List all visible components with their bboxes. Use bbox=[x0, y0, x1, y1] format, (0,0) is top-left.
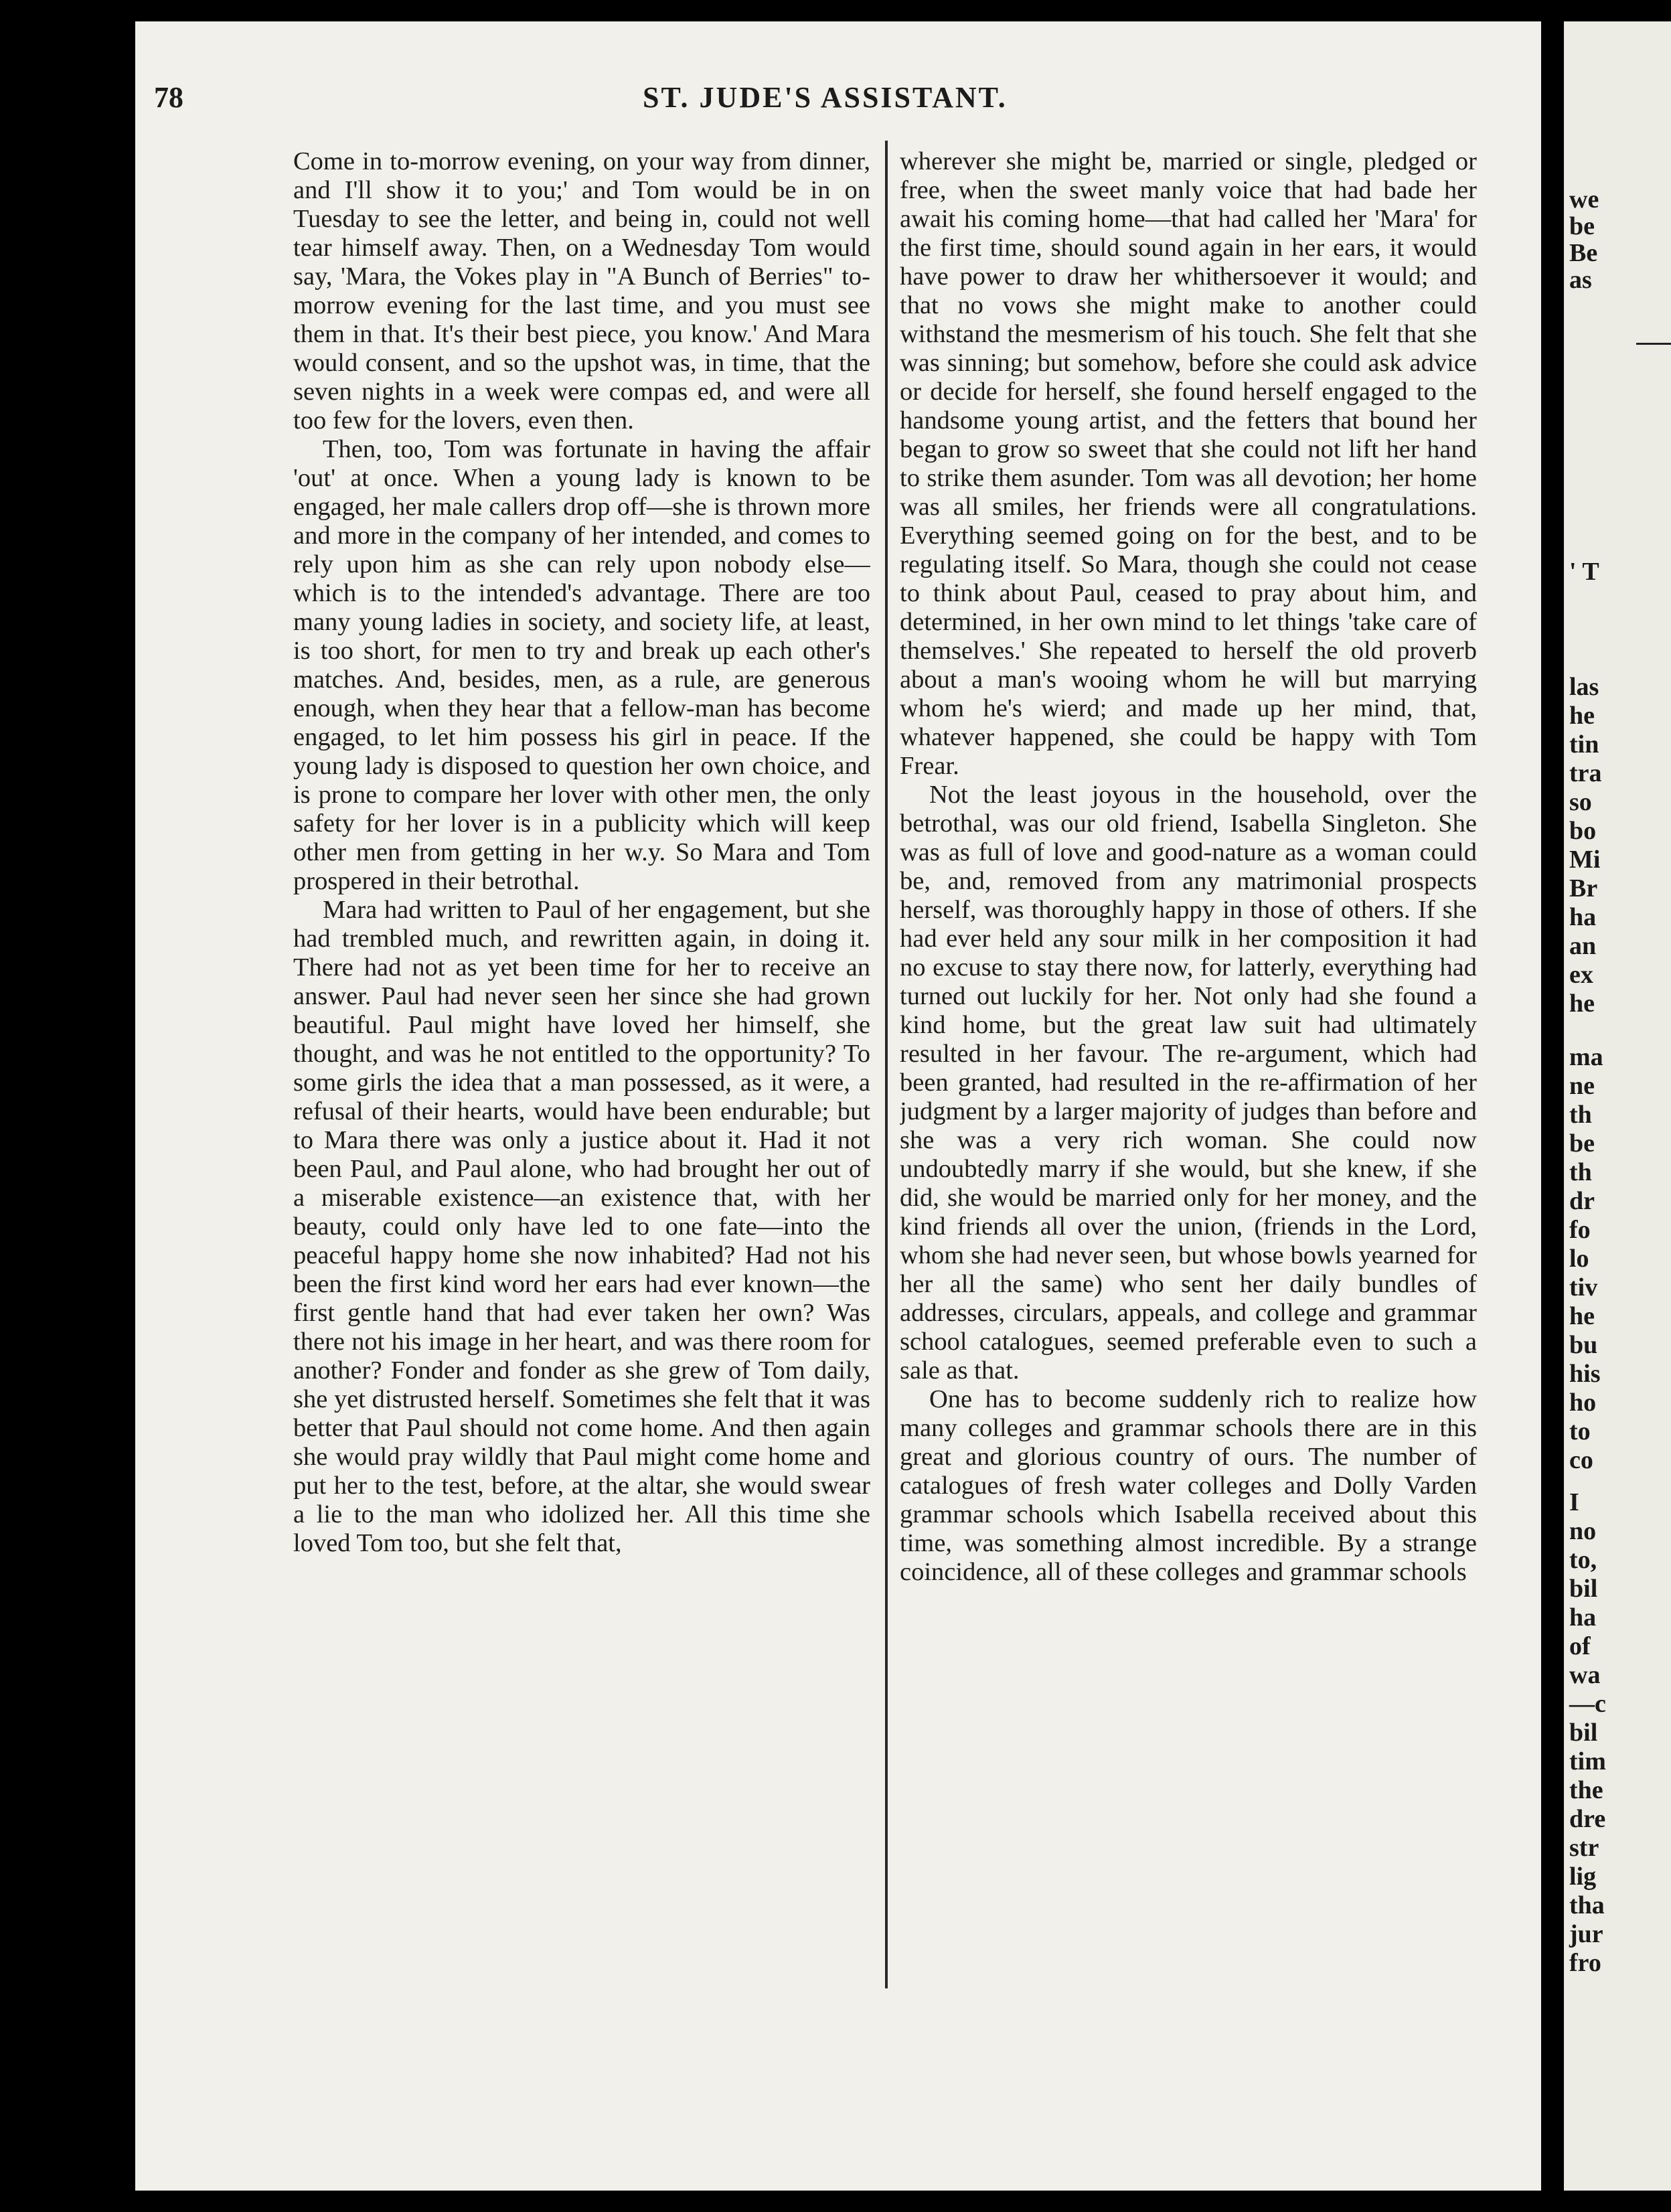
paragraph: Then, too, Tom was fortunate in having the affair 'out' at once. When a young lady is known to be engaged, her male callers drop off—she is thrown more and more in the company of her intended, and comes to rely upon him as she can rely upon nobody else—which is to the intended's advantage. There are too many young ladies in society, and society life, at least, is too short, for men to try and break up each other's matches. And, besides, men, as a rule, are generous enough, when they hear that a fellow-man has become engaged, to let him possess his girl in peace. If the young lady is disposed to question her own choice, and is prone to compare her lover with other men, the only safety for her lover is in a publicity which will keep other men from getting in her w.y. So Mara and Tom prospered in their betrothal. bbox=[293, 435, 870, 895]
running-head bbox=[154, 80, 1466, 121]
adjacent-page-fragment: be bbox=[1569, 212, 1595, 240]
adjacent-page-fragment: th bbox=[1569, 1158, 1592, 1186]
adjacent-page-fragment: fo bbox=[1569, 1216, 1591, 1244]
adjacent-page-fragment: ' T bbox=[1569, 558, 1599, 586]
page-number: 78 bbox=[154, 81, 183, 114]
adjacent-page-fragment: tim bbox=[1569, 1747, 1606, 1775]
adjacent-page-fragment: to bbox=[1569, 1417, 1591, 1445]
adjacent-page-fragment: bil bbox=[1569, 1719, 1598, 1747]
adjacent-page-fragment: bil bbox=[1569, 1575, 1598, 1603]
paragraph: Not the least joyous in the household, over the betrothal, was our old friend, Isabella Singleton. She was as full of love and good-nature as a woman could be, and, removed from any matrimonial prospects herself, was thoroughly happy in those of others. If she had ever held any sour milk in her composition it had no excuse to stay there now, for latterly, everything had turned out luckily for her. Not only had she found a kind home, but the great law suit had ultimately resulted in her favour. The re-argument, which had been granted, had resulted in the re-affirmation of her judgment by a larger majority of judges than before and she was a very rich woman. She could now undoubtedly marry if she would, but she knew, if she did, she would be married only for her money, and the kind friends all over the union, (friends in the Lord, whom she had never seen, but whose bowls yearned for her all the same) who sent her daily bundles of addresses, circulars, appeals, and college and grammar school catalogues, seemed preferable even to such a sale as that. bbox=[900, 781, 1477, 1385]
adjacent-page-fragment: lig bbox=[1569, 1863, 1597, 1891]
adjacent-page-fragment: we bbox=[1569, 185, 1599, 214]
adjacent-page-fragment: Mi bbox=[1569, 846, 1601, 874]
adjacent-page-fragment: bo bbox=[1569, 817, 1597, 845]
adjacent-page-fragment: no bbox=[1569, 1517, 1597, 1545]
adjacent-page-fragment: tin bbox=[1569, 730, 1599, 759]
adjacent-page-fragment: dre bbox=[1569, 1805, 1606, 1833]
adjacent-page-fragment: his bbox=[1569, 1360, 1601, 1388]
adjacent-page-fragment: lo bbox=[1569, 1245, 1589, 1273]
adjacent-page-fragment: he bbox=[1569, 1302, 1595, 1330]
adjacent-page-fragment: tra bbox=[1569, 759, 1602, 787]
adjacent-page-fragment: ho bbox=[1569, 1389, 1597, 1417]
adjacent-page-fragment: Br bbox=[1569, 874, 1598, 902]
adjacent-page-fragment: as bbox=[1569, 266, 1592, 294]
adjacent-page-fragment: I bbox=[1569, 1488, 1579, 1516]
adjacent-page-fragment: th bbox=[1569, 1101, 1592, 1129]
adjacent-page-fragment: jur bbox=[1569, 1920, 1603, 1948]
paragraph: One has to become suddenly rich to realize how many colleges and grammar schools there are in this great and glorious country of ours. The number of catalogues of fresh water colleges and Dolly Varden grammar schools which Isabella received about this time, was something almost incredible. By a strange coincidence, all of these colleges and grammar schools bbox=[900, 1385, 1477, 1586]
adjacent-page-fragment: las bbox=[1569, 673, 1599, 701]
left-column bbox=[293, 147, 870, 2002]
adjacent-page-fragment: ma bbox=[1569, 1043, 1603, 1071]
right-column bbox=[900, 147, 1477, 2002]
page-gutter bbox=[1541, 21, 1564, 2191]
adjacent-page-edge bbox=[1564, 21, 1671, 2191]
adjacent-page-fragment: he bbox=[1569, 702, 1595, 730]
adjacent-page-fragment: be bbox=[1569, 1129, 1595, 1158]
adjacent-page-fragment: an bbox=[1569, 932, 1597, 960]
adjacent-page-fragment: ha bbox=[1569, 903, 1597, 931]
adjacent-page-rule bbox=[1636, 343, 1671, 345]
paragraph: Come in to-morrow evening, on your way from dinner, and I'll show it to you;' and Tom would be in on Tuesday to see the letter, and being in, could not well tear himself away. Then, on a Wednesday Tom would say, 'Mara, the Vokes play in "A Bunch of Berries" to-morrow evening for the last time, and you must see them in that. It's their best piece, you know.' And Mara would consent, and so the upshot was, in time, that the seven nights in a week were compas ed, and were all too few for the lovers, even then. bbox=[293, 147, 870, 434]
column-rule bbox=[885, 141, 888, 1988]
adjacent-page-fragment: ne bbox=[1569, 1072, 1595, 1100]
adjacent-page-fragment: Be bbox=[1569, 239, 1598, 267]
adjacent-page-fragment: ex bbox=[1569, 961, 1593, 989]
publication-title: ST. JUDE'S ASSISTANT. bbox=[643, 81, 1008, 114]
adjacent-page-fragment: he bbox=[1569, 990, 1595, 1018]
adjacent-page-fragment: bu bbox=[1569, 1331, 1598, 1359]
adjacent-page-fragment: wa bbox=[1569, 1661, 1601, 1689]
paragraph: wherever she might be, married or single, pledged or free, when the sweet manly voice that had bade her await his coming home—that had called her 'Mara' for the first time, should sound again in her ears, it would have power to draw her whithersoever it would; and that no vows she might make to another could withstand the mesmerism of his touch. She felt that she was sinning; but somehow, before she could ask advice or decide for herself, she found herself engaged to the handsome young artist, and the fetters that bound her began to grow so sweet that she could not lift her hand to strike them asunder. Tom was all devotion; her home was all smiles, her friends were all congratulations. Everything seemed going on for the best, and to be regulating itself. So Mara, though she could not cease to think about Paul, ceased to pray about him, and determined, in her own mind to let things 'take care of themselves.' She repeated to herself the old proverb about a man's wooing whom he will but marrying whom he's wierd; and made up her mind, that, whatever happened, she could be happy with Tom Frear. bbox=[900, 147, 1477, 780]
adjacent-page-fragment: the bbox=[1569, 1776, 1603, 1804]
adjacent-page-fragment: tiv bbox=[1569, 1273, 1598, 1301]
adjacent-page-fragment: of bbox=[1569, 1632, 1591, 1660]
adjacent-page-fragment: ha bbox=[1569, 1603, 1597, 1632]
adjacent-page-fragment: co bbox=[1569, 1446, 1593, 1474]
paragraph: Mara had written to Paul of her engagement, but she had trembled much, and rewritten again, in doing it. There had not as yet been time for her to receive an answer. Paul had never seen her since she had grown beautiful. Paul might have loved her himself, she thought, and was he not entitled to the opportunity? To some girls the idea that a man possessed, as it were, a refusal of their hearts, would have been endurable; but to Mara there was only a justice about it. Had it not been Paul, and Paul alone, who had brought her out of a miserable existence—an existence that, with her beauty, could only have led to one fate—into the peaceful happy home she now inhabited? Had not his been the first kind word her ears had ever known—the first gentle hand that had ever taken her own? Was there not his image in her heart, and was there room for another? Fonder and fonder as she grew of Tom daily, she yet distrusted herself. Sometimes she felt that it was better that Paul should not come home. And then again she would pray wildly that Paul might come home and put her to the test, before, at the altar, she would swear a lie to the man who idolized her. All this time she loved Tom too, but she felt that, bbox=[293, 896, 870, 1557]
adjacent-page-fragment: fro bbox=[1569, 1949, 1601, 1977]
adjacent-page-fragment: so bbox=[1569, 788, 1592, 816]
adjacent-page-fragment: str bbox=[1569, 1834, 1599, 1862]
adjacent-page-fragment: dr bbox=[1569, 1187, 1595, 1215]
adjacent-page-fragment: to, bbox=[1569, 1546, 1597, 1574]
adjacent-page-fragment: tha bbox=[1569, 1891, 1605, 1919]
adjacent-page-fragment: —c bbox=[1569, 1690, 1606, 1718]
